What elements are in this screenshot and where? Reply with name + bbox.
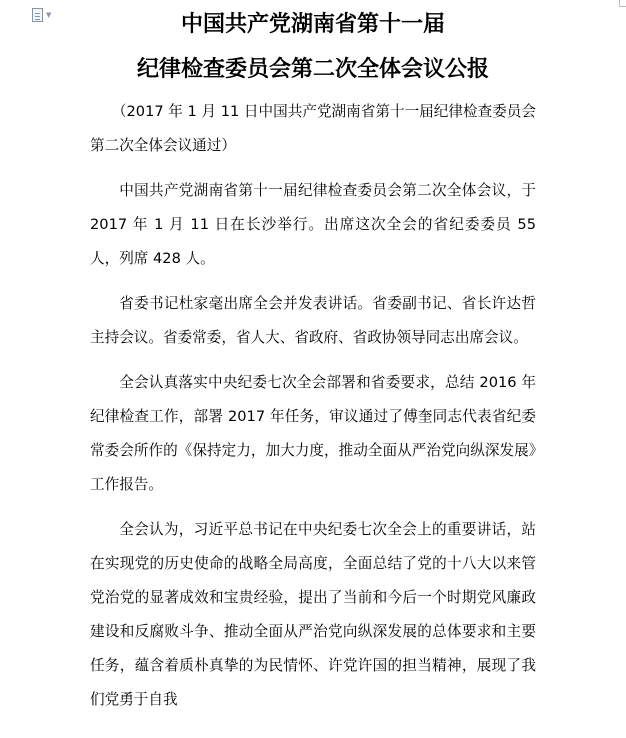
paragraph: 全会认为，习近平总书记在中央纪委七次全会上的重要讲话，站在实现党的历史使命的战略全局高度，全面总结了党的十八大以来管党治党的显著成效和宝贵经验，提出了当前和今后一个时期党风廉政建设和反腐败斗争、推动全面从严治党向纵深发展的总体要求和主要任务，蕴含着质朴真挚的为民情怀、许党许国的担当精神，展现了我们党勇于自我 [90, 521, 536, 708]
page-corner-mark [619, 0, 626, 7]
paragraph: 省委书记杜家毫出席全会并发表讲话。省委副书记、省长许达哲主持会议。省委常委，省人大、省政府、省政协领导同志出席会议。 [90, 295, 536, 346]
chevron-down-icon: ▼ [46, 10, 52, 19]
paragraph: 中国共产党湖南省第十一届纪律检查委员会第二次全体会议，于 2017 年 1 月 11 日在长沙举行。出席这次全会的省纪委委员 55 人，列席 428 人。 [90, 182, 536, 267]
paragraph: 全会认真落实中央纪委七次全会部署和省委要求，总结 2016 年纪律检查工作，部署 2017 年任务，审议通过了傅奎同志代表省纪委常委会所作的《保持定力，加大力度，推动全面从严治党向纵深发展》工作报告。 [90, 374, 536, 493]
document-title-line-2: 纪律检查委员会第二次全体会议公报 [136, 57, 489, 82]
adoption-note: （2017 年 1 月 11 日中国共产党湖南省第十一届纪律检查委员会第二次全体会议通过） [90, 103, 536, 154]
document-title-line-1: 中国共产党湖南省第十一届 [180, 12, 445, 37]
document-body [90, 95, 536, 728]
